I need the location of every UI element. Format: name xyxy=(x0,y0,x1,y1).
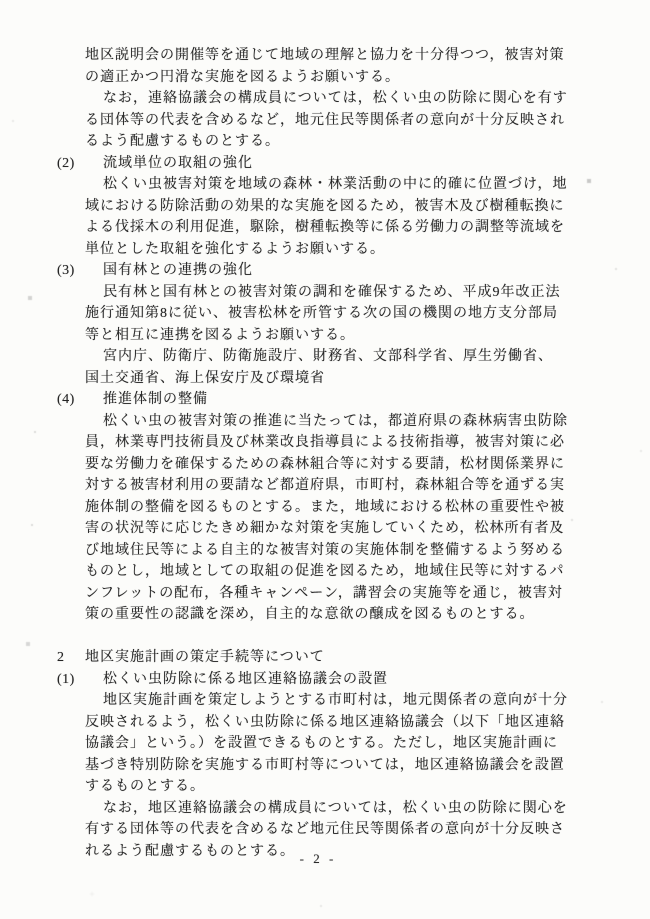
line-text: ンフレットの配布，各種キャンペーン，講習会の実施等を通じ，被害対 xyxy=(85,585,563,601)
text-line xyxy=(85,368,650,390)
text-line xyxy=(85,45,650,67)
text-line xyxy=(85,110,650,132)
text-line xyxy=(103,174,650,196)
line-text: 施体制の整備を図るものとする。また，地域における松林の重要性や被 xyxy=(85,499,565,515)
text-line xyxy=(85,432,650,454)
line-text: 国土交通省、海上保安庁及び環境省 xyxy=(85,370,325,386)
text-line xyxy=(85,497,650,519)
line-text: 施行通知第8に従い、被害松林を所管する次の国の機関の地方支分部局 xyxy=(85,306,558,321)
line-text: 地区説明会の開催等を通じて地域の理解と協力を十分得つつ，被害対策 xyxy=(85,48,565,63)
line-text: れるよう配慮するものとする。 xyxy=(85,843,295,859)
line-text: 策の重要性の認識を深め，自主的な意欲の醸成を図るものとする。 xyxy=(85,607,535,622)
text-line xyxy=(85,733,650,755)
line-text: 宮内庁、防衛庁、防衛施設庁、財務省、文部科学省、厚生労働省、 xyxy=(103,349,553,364)
text-line xyxy=(85,755,650,777)
text-line xyxy=(85,540,650,562)
line-text: 反映されるよう，松くい虫防除に係る地区連絡協議会（以下「地区連絡 xyxy=(85,714,565,730)
line-text: 地区実施計画の策定手続等について xyxy=(85,650,325,665)
line-text: 域における防除活動の効果的な実施を図るため，被害木及び樹種転換に xyxy=(85,198,565,214)
text-line xyxy=(85,561,650,583)
document-lines xyxy=(0,45,650,862)
text-line xyxy=(103,282,650,304)
page-number: - 2 - xyxy=(299,851,337,866)
line-text: よる伐採木の利用促進，駆除，樹種転換等に係る労働力の調整等流域を xyxy=(85,220,565,235)
line-text: 松くい虫の被害対策の推進に当たっては，都道府県の森林病害虫防除 xyxy=(103,413,568,429)
text-line xyxy=(85,518,650,540)
line-text: 等と相互に連携を図るようお願いする。 xyxy=(85,327,355,343)
item-number: (2) xyxy=(57,155,75,171)
line-text: 地区実施計画を策定しようとする市町村は，地元関係者の意向が十分 xyxy=(103,693,568,708)
text-line xyxy=(85,196,650,218)
text-line xyxy=(85,239,650,261)
text-line xyxy=(103,798,650,820)
item-number: 2 xyxy=(57,650,65,665)
line-text: 流域単位の取組の強化 xyxy=(103,155,253,171)
text-line xyxy=(103,411,650,433)
line-text: するものとする。 xyxy=(85,779,205,794)
blank-line xyxy=(0,626,650,648)
item-number: (4) xyxy=(57,392,75,407)
line-text: るよう配慮するものとする。 xyxy=(85,134,280,149)
text-line xyxy=(57,647,650,669)
line-text: なお，連絡協議会の構成員については，松くい虫の防除に関心を有す xyxy=(103,91,568,106)
text-line xyxy=(85,604,650,626)
line-text: 国有林との連携の強化 xyxy=(103,263,253,278)
text-line xyxy=(103,346,650,368)
text-line xyxy=(85,303,650,325)
text-line xyxy=(103,88,650,110)
line-text: 民有林と国有林との被害対策の調和を確保するため、平成9年改正法 xyxy=(103,284,561,300)
line-text: び地域住民等による自主的な被害対策の実施体制を整備するよう努める xyxy=(85,542,565,558)
line-text: 要な労働力を確保するための森林組合等に対する要請，松材関係業界に xyxy=(85,456,565,472)
text-line xyxy=(57,669,650,691)
text-line xyxy=(57,260,650,282)
line-text: 協議会」という。）を設置できるものとする。ただし，地区実施計画に xyxy=(85,736,558,751)
text-line xyxy=(85,131,650,153)
line-text: 有する団体等の代表を含めるなど地元住民等関係者の意向が十分反映さ xyxy=(85,822,565,837)
text-line xyxy=(57,153,650,175)
line-text: 松くい虫防除に係る地区連絡協議会の設置 xyxy=(103,671,388,687)
text-line xyxy=(85,454,650,476)
line-text: 推進体制の整備 xyxy=(103,392,208,407)
line-text: なお，地区連絡協議会の構成員については，松くい虫の防除に関心を xyxy=(103,800,568,816)
text-line xyxy=(85,67,650,89)
text-line xyxy=(103,690,650,712)
text-line xyxy=(57,389,650,411)
line-text: ものとし，地域としての取組の促進を図るため，地域住民等に対するパ xyxy=(85,564,565,579)
text-line xyxy=(85,475,650,497)
text-line xyxy=(85,776,650,798)
text-line xyxy=(85,712,650,734)
item-number: (1) xyxy=(57,671,75,687)
line-text: 松くい虫被害対策を地域の森林・林業活動の中に的確に位置づけ，地 xyxy=(103,177,568,192)
line-text: 単位とした取組を強化するようお願いする。 xyxy=(85,241,385,257)
line-text: 員，林業専門技術員及び林業改良指導員による技術指導，被害対策に必 xyxy=(85,435,565,450)
line-text: る団体等の代表を含めるなど，地元住民等関係者の意向が十分反映され xyxy=(85,112,565,128)
text-line xyxy=(85,325,650,347)
item-number: (3) xyxy=(57,263,75,278)
line-text: 対する被害材利用の要請など都道府県，市町村，森林組合等を通ずる実 xyxy=(85,478,565,493)
scan-noise-specks xyxy=(0,0,2,2)
line-text: 基づき特別防除を実施する市町村等については，地区連絡協議会を設置 xyxy=(85,757,565,773)
text-line xyxy=(85,583,650,605)
line-text: の適正かつ円滑な実施を図るようお願いする。 xyxy=(85,69,400,85)
text-line xyxy=(85,217,650,239)
text-line xyxy=(85,819,650,841)
line-text: 害の状況等に応じたきめ細かな対策を実施していくため，松林所有者及 xyxy=(85,521,565,536)
